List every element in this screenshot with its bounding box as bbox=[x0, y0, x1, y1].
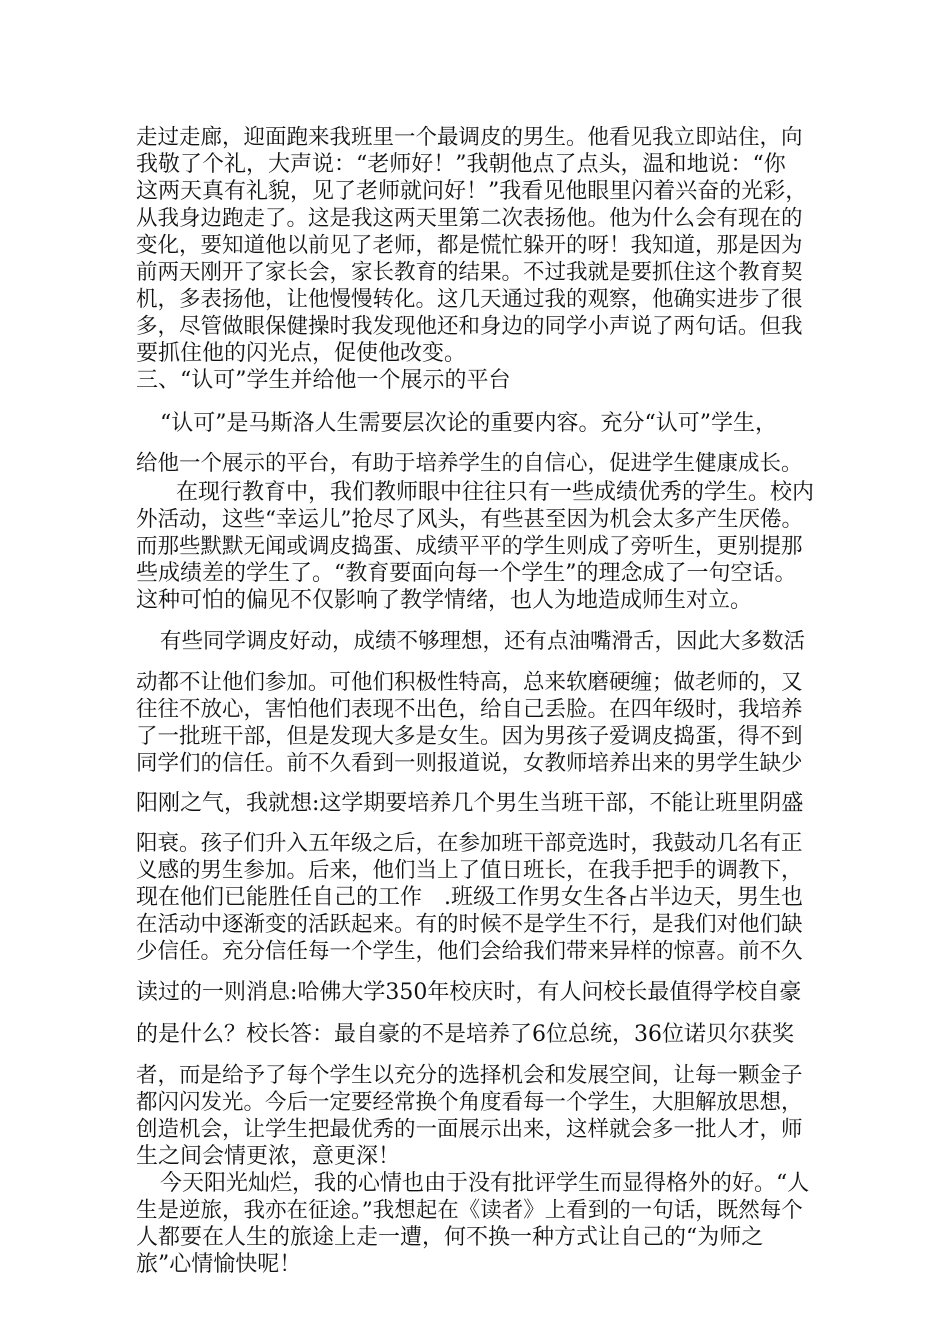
text-line: 阳衰。孩子们升入五年级之后，在参加班干部竞选时，我鼓动几名有正 bbox=[136, 831, 803, 856]
text-line: 生之间会情更浓，意更深！ bbox=[136, 1144, 401, 1169]
text-line: 在现行教育中，我们教师眼中往往只有一些成绩优秀的学生。校内 bbox=[176, 480, 815, 505]
text-line: 在活动中逐渐变的活跃起来。有的时候不是学生不行，是我们对他们缺 bbox=[136, 912, 803, 937]
text-line: 现在他们已能胜任自己的工作 .班级工作男女生各占半边天，男生也 bbox=[136, 885, 803, 910]
text-line: 今天阳光灿烂，我的心情也由于没有批评学生而显得格外的好。“人 bbox=[160, 1171, 810, 1196]
text-line: 有些同学调皮好动，成绩不够理想，还有点油嘴滑舌，因此大多数活 bbox=[160, 629, 806, 654]
text-line: 同学们的信任。前不久看到一则报道说，女教师培养出来的男学生缺少 bbox=[136, 751, 803, 776]
text-line: 少信任。充分信任每一个学生，他们会给我们带来异样的惊喜。前不久 bbox=[136, 939, 803, 964]
text-line: 往往不放心，害怕他们表现不出色，给自己丢脸。在四年级时，我培养 bbox=[136, 697, 803, 722]
text-line: 多，尽管做眼保健操时我发现他还和身边的同学小声说了两句话。但我 bbox=[136, 314, 803, 339]
text-line: 前两天刚开了家长会，家长教育的结果。不过我就是要抓住这个教育契 bbox=[136, 260, 803, 285]
text-line: 些成绩差的学生了。“教育要面向每一个学生”的理念成了一句空话。 bbox=[136, 561, 797, 586]
text-line: 我敬了个礼，大声说：“老师好！”我朝他点了点头，温和地说：“你 bbox=[136, 152, 786, 177]
text-line: 旅”心情愉快呢！ bbox=[136, 1252, 302, 1277]
text-line: “认可”是马斯洛人生需要层次论的重要内容。充分“认可”学生， bbox=[160, 411, 777, 436]
text-line: 义感的男生参加。后来，他们当上了值日班长，在我手把手的调教下， bbox=[136, 858, 803, 883]
text-line: 生是逆旅，我亦在征途。”我想起在《读者》上看到的一句话，既然每个 bbox=[136, 1198, 803, 1223]
text-line: 都闪闪发光。今后一定要经常换个角度看每一个学生，大胆解放思想， bbox=[136, 1090, 803, 1115]
text-line: 这两天真有礼貌，见了老师就问好！”我看见他眼里闪着兴奋的光彩， bbox=[136, 179, 808, 204]
text-line: 的是什么？校长答：最自豪的不是培养了6位总统，36位诺贝尔获奖 bbox=[136, 1022, 794, 1047]
text-line: 要抓住他的闪光点，促使他改变。 bbox=[136, 341, 467, 366]
text-line: 了一批班干部，但是发现大多是女生。因为男孩子爱调皮捣蛋，得不到 bbox=[136, 724, 803, 749]
text-line: 从我身边跑走了。这是我这两天里第二次表扬他。他为什么会有现在的 bbox=[136, 206, 803, 231]
text-line: 者，而是给予了每个学生以充分的选择机会和发展空间，让每一颗金子 bbox=[136, 1063, 803, 1088]
text-line: 走过走廊，迎面跑来我班里一个最调皮的男生。他看见我立即站住，向 bbox=[136, 125, 803, 150]
text-line: 外活动，这些“幸运儿”抢尽了风头，有些甚至因为机会太多产生厌倦。 bbox=[136, 507, 803, 532]
text-line: 读过的一则消息:哈佛大学350年校庆时，有人问校长最值得学校自豪 bbox=[136, 980, 802, 1005]
text-line: 而那些默默无闻或调皮捣蛋、成绩平平的学生则成了旁听生，更别提那 bbox=[136, 534, 803, 559]
text-line: 变化，要知道他以前见了老师，都是慌忙躲开的呀！我知道，那是因为 bbox=[136, 233, 803, 258]
text-line: 阳刚之气，我就想:这学期要培养几个男生当班干部，不能让班里阴盛 bbox=[136, 791, 804, 816]
text-line: 人都要在人生的旅途上走一遭，何不换一种方式让自己的“为师之 bbox=[136, 1225, 764, 1250]
text-line: 给他一个展示的平台，有助于培养学生的自信心，促进学生健康成长。 bbox=[136, 451, 803, 476]
text-line: 机，多表扬他，让他慢慢转化。这几天通过我的观察，他确实进步了很 bbox=[136, 287, 803, 312]
section-heading: 三、“认可”学生并给他一个展示的平台 bbox=[136, 368, 511, 393]
text-line: 动都不让他们参加。可他们积极性特高，总来软磨硬缠；做老师的，又 bbox=[136, 670, 803, 695]
text-line: 创造机会，让学生把最优秀的一面展示出来，这样就会多一批人才，师 bbox=[136, 1117, 803, 1142]
text-line: 这种可怕的偏见不仅影响了教学情绪，也人为地造成师生对立。 bbox=[136, 588, 753, 613]
